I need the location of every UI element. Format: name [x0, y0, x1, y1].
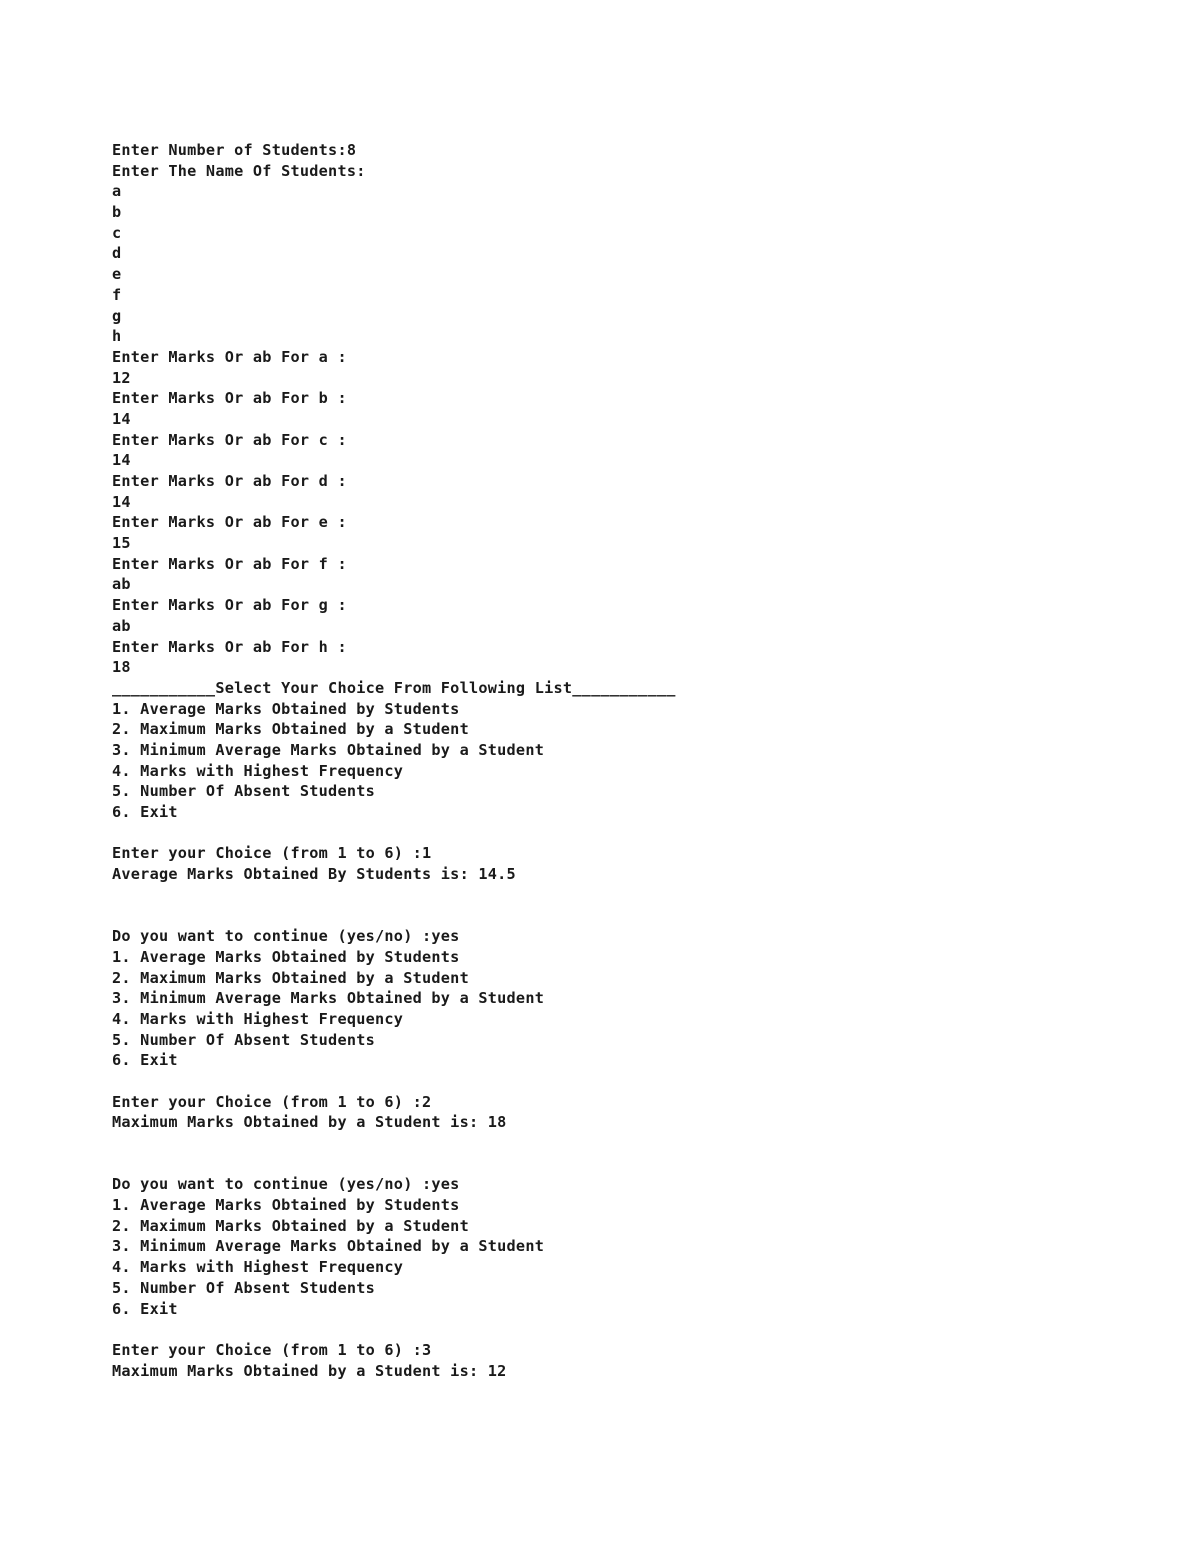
- console-line: Enter Marks Or ab For c :: [112, 430, 347, 449]
- console-line: ab: [112, 575, 131, 594]
- console-line: 5. Number Of Absent Students: [112, 782, 376, 801]
- console-line: 4. Marks with Highest Frequency: [112, 1009, 404, 1028]
- console-line: 5. Number Of Absent Students: [112, 1278, 376, 1297]
- console-line: e: [112, 265, 122, 284]
- console-line: [112, 1133, 1112, 1154]
- console-line: 6. Exit: [112, 1051, 178, 1070]
- console-line: 18: [112, 658, 131, 677]
- console-line: 14: [112, 409, 131, 428]
- console-line: Do you want to continue (yes/no) :yes: [112, 927, 460, 946]
- console-line: [112, 1071, 1112, 1092]
- console-line: 5. Number Of Absent Students: [112, 1030, 376, 1049]
- console-line: 1. Average Marks Obtained by Students: [112, 1196, 460, 1215]
- console-line: 15: [112, 534, 131, 553]
- console-line: Enter your Choice (from 1 to 6) :2: [112, 1092, 432, 1111]
- console-line: 2. Maximum Marks Obtained by a Student: [112, 1216, 469, 1235]
- console-line: g: [112, 306, 122, 325]
- console-line: Enter Marks Or ab For b :: [112, 389, 347, 408]
- console-line: ab: [112, 616, 131, 635]
- console-line: 4. Marks with Highest Frequency: [112, 761, 404, 780]
- console-line: 1. Average Marks Obtained by Students: [112, 947, 460, 966]
- console-line: [112, 1154, 1112, 1175]
- console-line: 14: [112, 451, 131, 470]
- console-line: Enter Marks Or ab For e :: [112, 513, 347, 532]
- console-line: [112, 885, 1112, 906]
- console-line: Average Marks Obtained By Students is: 14.5: [112, 865, 516, 884]
- console-line: Enter The Name Of Students:: [112, 161, 366, 180]
- console-line: b: [112, 203, 122, 222]
- console-line: 3. Minimum Average Marks Obtained by a Student: [112, 989, 545, 1008]
- console-line: d: [112, 244, 122, 263]
- console-line: [112, 1319, 1112, 1340]
- console-line: [112, 823, 1112, 844]
- console-line: ___________Select Your Choice From Following List___________: [112, 678, 676, 697]
- console-output: [112, 140, 1112, 1381]
- console-line: 6. Exit: [112, 1299, 178, 1318]
- console-line: Enter Marks Or ab For h :: [112, 637, 347, 656]
- console-line: Enter Marks Or ab For f :: [112, 554, 347, 573]
- console-line: 2. Maximum Marks Obtained by a Student: [112, 720, 469, 739]
- console-line: Enter Number of Students:8: [112, 141, 357, 159]
- console-line: 1. Average Marks Obtained by Students: [112, 699, 460, 718]
- console-line: h: [112, 327, 122, 346]
- console-line: 2. Maximum Marks Obtained by a Student: [112, 968, 469, 987]
- console-line: f: [112, 285, 122, 304]
- console-line: Do you want to continue (yes/no) :yes: [112, 1175, 460, 1194]
- console-line: Maximum Marks Obtained by a Student is: 18: [112, 1113, 507, 1132]
- console-line: [112, 905, 1112, 926]
- console-line: 3. Minimum Average Marks Obtained by a Student: [112, 740, 545, 759]
- console-line: Enter Marks Or ab For d :: [112, 472, 347, 490]
- console-line: Enter Marks Or ab For g :: [112, 596, 347, 615]
- console-line: 14: [112, 492, 131, 511]
- console-line: Enter your Choice (from 1 to 6) :1: [112, 844, 432, 863]
- console-line: Enter your Choice (from 1 to 6) :3: [112, 1340, 432, 1359]
- console-line: 4. Marks with Highest Frequency: [112, 1258, 404, 1277]
- console-line: 12: [112, 368, 131, 387]
- console-line: 6. Exit: [112, 803, 178, 821]
- console-line: Maximum Marks Obtained by a Student is: 12: [112, 1361, 507, 1380]
- console-line: a: [112, 182, 122, 201]
- console-line: c: [112, 223, 122, 242]
- console-line: 3. Minimum Average Marks Obtained by a Student: [112, 1237, 545, 1256]
- console-line: Enter Marks Or ab For a :: [112, 347, 347, 366]
